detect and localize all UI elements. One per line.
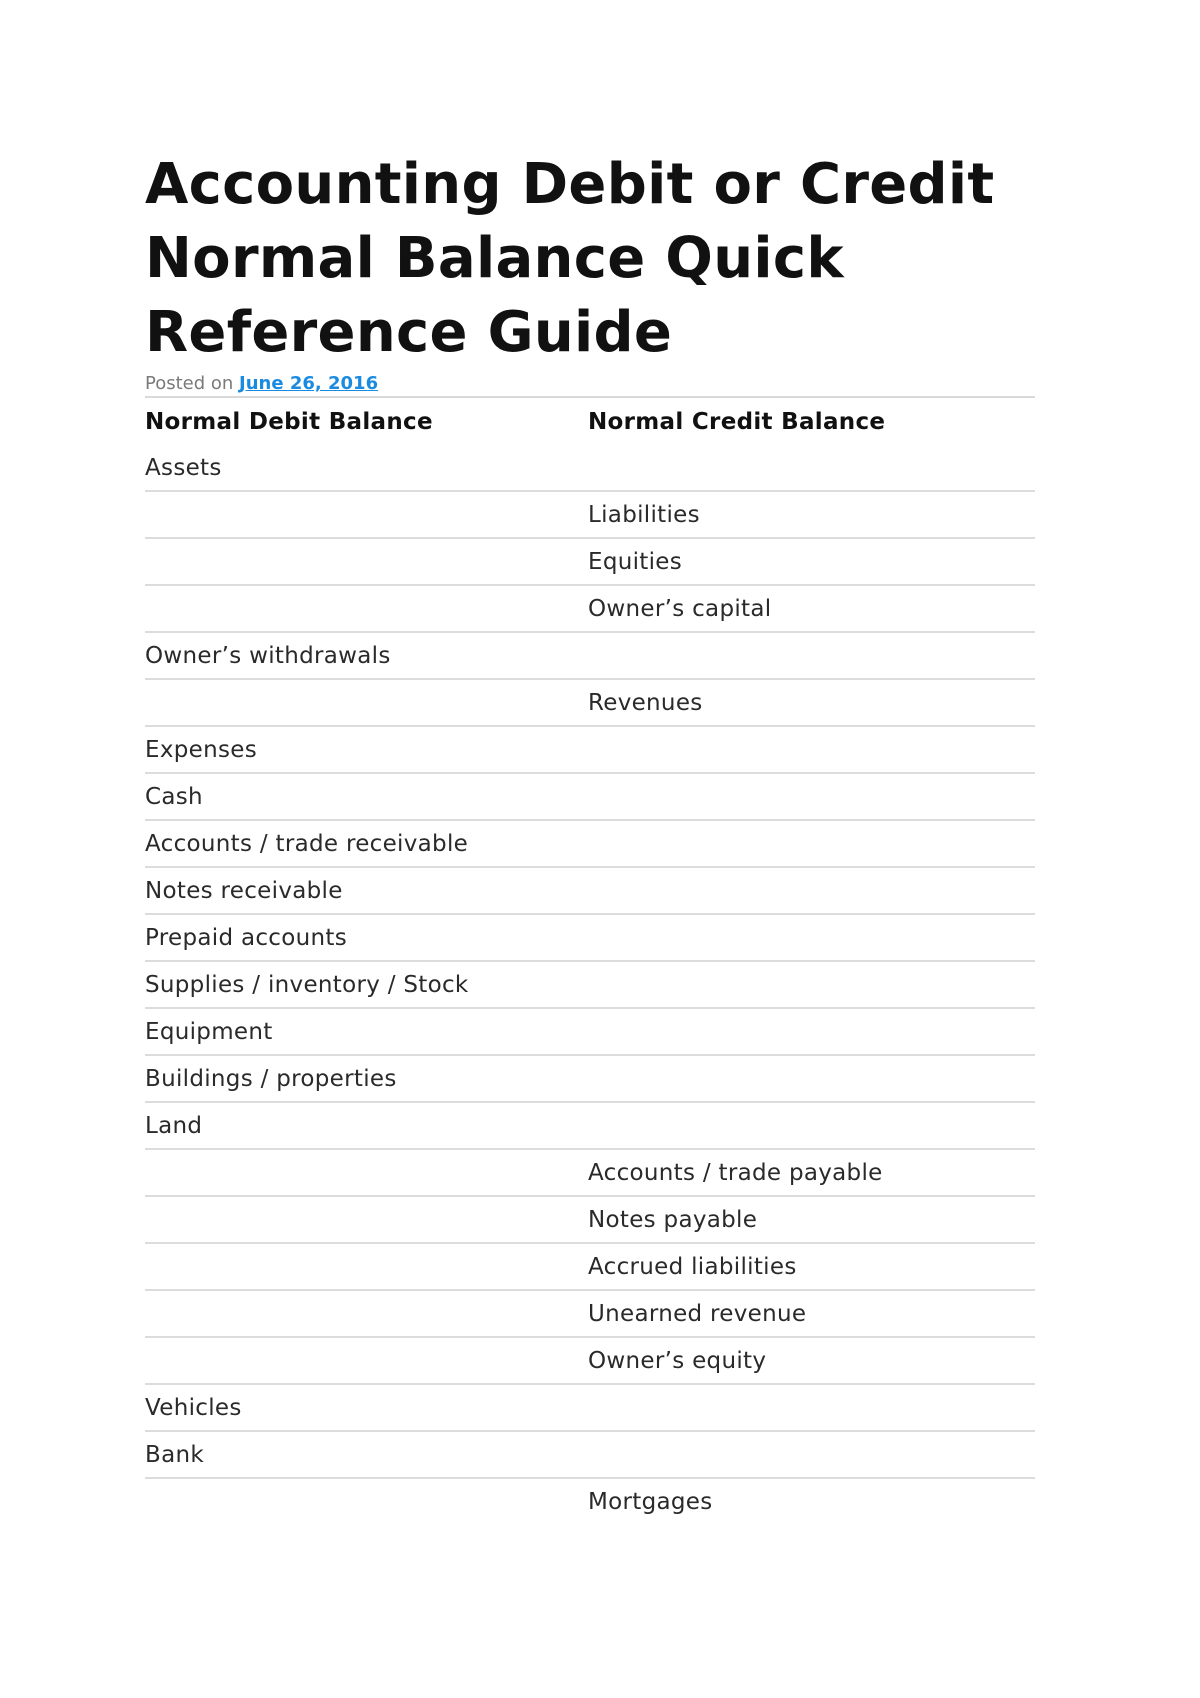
- table-row: [145, 1196, 1035, 1243]
- debit-cell: [145, 491, 588, 538]
- credit-cell: Accrued liabilities: [588, 1253, 797, 1280]
- post-date-link[interactable]: June 26, 2016: [239, 373, 379, 394]
- credit-cell: [588, 726, 1035, 773]
- table-row: [145, 1243, 1035, 1290]
- header-credit: Normal Credit Balance: [588, 408, 886, 435]
- debit-cell: Supplies / inventory / Stock: [145, 971, 469, 998]
- table-row: [145, 1008, 1035, 1055]
- page-title: Accounting Debit or Credit Normal Balance Quick Reference Guide: [145, 152, 995, 365]
- credit-cell: [588, 1055, 1035, 1102]
- table-row: [145, 773, 1035, 820]
- debit-cell: Assets: [145, 454, 222, 481]
- table-row: [145, 1102, 1035, 1149]
- table-row: [145, 1384, 1035, 1431]
- debit-cell: Equipment: [145, 1018, 273, 1045]
- table-header-row: [145, 397, 1035, 445]
- table-row: [145, 1290, 1035, 1337]
- credit-cell: [588, 1102, 1035, 1149]
- credit-cell: Equities: [588, 548, 683, 575]
- credit-cell: [588, 445, 1035, 491]
- normal-balance-table: [145, 396, 1035, 1524]
- debit-cell: Accounts / trade receivable: [145, 830, 469, 857]
- debit-cell: [145, 1149, 588, 1196]
- debit-cell: Expenses: [145, 736, 257, 763]
- table-row: [145, 1337, 1035, 1384]
- table-row: [145, 1149, 1035, 1196]
- debit-cell: [145, 1290, 588, 1337]
- debit-cell: [145, 1478, 588, 1524]
- header-debit: Normal Debit Balance: [145, 408, 433, 435]
- table-row: [145, 491, 1035, 538]
- credit-cell: Owner’s capital: [588, 595, 772, 622]
- debit-cell: Prepaid accounts: [145, 924, 347, 951]
- article: [145, 148, 1035, 1524]
- table-row: [145, 1431, 1035, 1478]
- debit-cell: Notes receivable: [145, 877, 343, 904]
- table-row: [145, 867, 1035, 914]
- credit-cell: Notes payable: [588, 1206, 758, 1233]
- posted-on-label: Posted on: [145, 373, 234, 394]
- credit-cell: [588, 773, 1035, 820]
- table-row: [145, 679, 1035, 726]
- debit-cell: [145, 585, 588, 632]
- credit-cell: [588, 1008, 1035, 1055]
- table-row: [145, 961, 1035, 1008]
- table-row: [145, 585, 1035, 632]
- table-body: [145, 445, 1035, 1524]
- credit-cell: [588, 867, 1035, 914]
- table-row: [145, 1055, 1035, 1102]
- debit-cell: Vehicles: [145, 1394, 242, 1421]
- credit-cell: [588, 632, 1035, 679]
- debit-cell: Cash: [145, 783, 203, 810]
- debit-cell: Buildings / properties: [145, 1065, 397, 1092]
- post-meta: [145, 372, 1035, 396]
- debit-cell: Bank: [145, 1441, 204, 1468]
- debit-cell: [145, 1337, 588, 1384]
- table-row: [145, 820, 1035, 867]
- debit-cell: Land: [145, 1112, 203, 1139]
- table-row: [145, 538, 1035, 585]
- credit-cell: [588, 820, 1035, 867]
- debit-cell: [145, 679, 588, 726]
- table-row: [145, 445, 1035, 491]
- table-row: [145, 914, 1035, 961]
- credit-cell: Liabilities: [588, 501, 700, 528]
- table-row: [145, 632, 1035, 679]
- credit-cell: Mortgages: [588, 1488, 713, 1515]
- credit-cell: Accounts / trade payable: [588, 1159, 883, 1186]
- debit-cell: Owner’s withdrawals: [145, 642, 391, 669]
- debit-cell: [145, 1196, 588, 1243]
- debit-cell: [145, 1243, 588, 1290]
- credit-cell: [588, 1431, 1035, 1478]
- credit-cell: Unearned revenue: [588, 1300, 807, 1327]
- credit-cell: Revenues: [588, 689, 703, 716]
- debit-cell: [145, 538, 588, 585]
- credit-cell: Owner’s equity: [588, 1347, 767, 1374]
- credit-cell: [588, 961, 1035, 1008]
- credit-cell: [588, 914, 1035, 961]
- table-row: [145, 1478, 1035, 1524]
- credit-cell: [588, 1384, 1035, 1431]
- table-row: [145, 726, 1035, 773]
